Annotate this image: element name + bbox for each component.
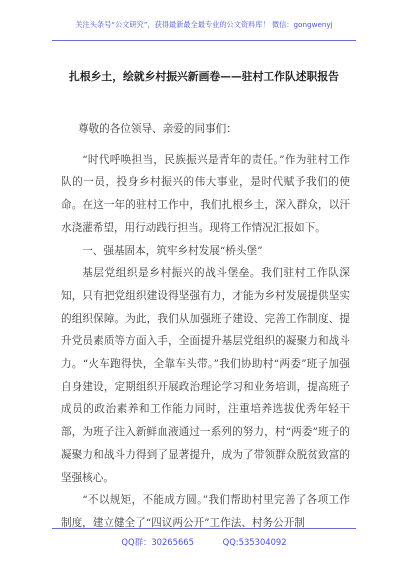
footer-divider	[52, 528, 356, 529]
header-banner: 关注头条号“公文研究”，获得最新最全最专业的公文资料库！ 微信：gongwenyj	[75, 20, 333, 29]
document-title: 扎根乡土，绘就乡村振兴新画卷——驻村工作队述职报告	[69, 70, 339, 83]
header-divider	[52, 40, 356, 41]
document-body	[61, 118, 350, 535]
footer-qq-group: QQ群：30265665	[121, 537, 194, 547]
footer-qq: QQ:535304092	[222, 537, 287, 547]
salutation: 尊敬的各位领导、亲爱的同事们：	[77, 123, 237, 135]
paragraph-intro: “时代呼唤担当，民族振兴是青年的责任。”作为驻村工作队的一员，投身乡村振兴的伟大事业，是时代赋予我们的使命。在这一年的驻村工作中，我们扎根乡土，深入群众，以汗水浇灌希望，用行动践行担当。现将工作情况汇报如下。	[61, 153, 350, 234]
section-heading: 一、强基固本，筑牢乡村发展“桥头堡”	[82, 244, 263, 257]
paragraph-party-building: 基层党组织是乡村振兴的战斗堡垒。我们驻村工作队深知，只有把党组织建设得坚强有力，才能为乡村发展提供坚实的组织保障。为此，我们从加强班子建设、完善工作制度、提升党员素质等方面入手，全面提升基层党组织的凝聚力和战斗力。“火车跑得快，全靠车头带。”我们协助村“两委”班子加强自身建设，定期组织开展政治理论学习和业务培训，提高班子成员的政治素养和工作能力同时，注重培养选拔优秀年轻干部，为班子注入新鲜血液通过一系列的努力，村“两委”班子的凝聚力和战斗力得到了显著提升，成为了带领群众脱贫致富的坚强核心。	[61, 267, 350, 484]
footer	[0, 536, 408, 548]
paragraph-rules: “不以规矩，不能成方圆。”我们帮助村里完善了各项工作制度，建立健全了“四议两公开”工作法、村务公开制	[61, 494, 350, 529]
